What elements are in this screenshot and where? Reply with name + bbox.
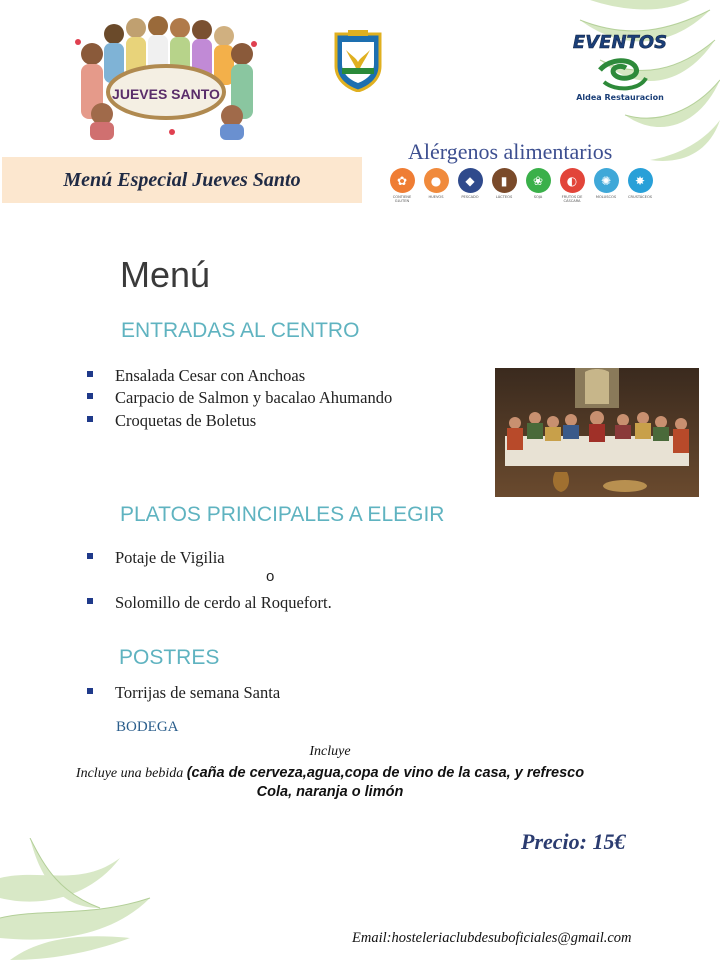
principales-item: Potaje de Vigilia xyxy=(115,548,225,567)
bullet-icon xyxy=(87,416,93,422)
principales-item: Solomillo de cerdo al Roquefort. xyxy=(115,593,332,612)
shell-icon: ✺ xyxy=(594,168,619,193)
crest-emblem-icon xyxy=(332,28,384,92)
allergen-label: CRUSTÁCEOS xyxy=(627,195,653,199)
section-entradas-heading: ENTRADAS AL CENTRO xyxy=(121,319,360,342)
postres-item: Torrijas de semana Santa xyxy=(115,683,281,702)
incluye-refrescos: Cola, naranja o limón xyxy=(256,784,404,800)
allergen-item xyxy=(487,168,521,199)
allergen-item xyxy=(555,168,589,204)
entradas-item: Croquetas de Boletus xyxy=(115,411,257,430)
allergen-item xyxy=(589,168,623,199)
allergen-label: FRUTOS DE CÁSCARA xyxy=(561,195,583,204)
bodega-label: BODEGA xyxy=(116,719,179,735)
allergen-icons-row xyxy=(385,168,665,208)
fish-icon: ◆ xyxy=(458,168,483,193)
palm-leaves-decoration-bottom xyxy=(0,838,170,960)
jueves-santo-illustration xyxy=(72,14,260,140)
brand-name: EVENTOS xyxy=(572,32,668,53)
menu-banner xyxy=(2,157,362,203)
section-principales-heading: PLATOS PRINCIPALES A ELEGIR xyxy=(120,503,445,526)
allergen-item xyxy=(623,168,657,199)
bullet-icon xyxy=(87,598,93,604)
allergen-label: LÁCTEOS xyxy=(495,195,513,199)
egg-icon: ● xyxy=(424,168,449,193)
section-postres-heading: POSTRES xyxy=(119,646,220,669)
entradas-item: Carpacio de Salmon y bacalao Ahumando xyxy=(115,388,393,407)
jueves-santo-label: JUEVES SANTO xyxy=(112,86,220,102)
incluye-drinks: (caña de cerveza,agua,copa de vino de la casa, y refresco xyxy=(186,765,585,781)
incluye-heading: Incluye xyxy=(309,744,351,759)
allergen-label: PESCADO xyxy=(461,195,479,199)
brand-subtitle: Aldea Restauracion xyxy=(576,93,664,102)
allergen-label: HUEVOS xyxy=(428,195,444,199)
eventos-logo xyxy=(540,30,700,110)
allergen-item xyxy=(521,168,555,199)
allergen-item xyxy=(453,168,487,199)
eventos-emblem-icon xyxy=(540,30,700,110)
allergen-item xyxy=(385,168,419,204)
incluye-prefix: Incluye una bebida xyxy=(75,766,187,781)
allergen-label: CONTIENE GLUTEN xyxy=(392,195,412,204)
nut-icon: ◐ xyxy=(560,168,585,193)
bullet-icon xyxy=(87,371,93,377)
incluye-line xyxy=(0,764,660,782)
allergen-label: SOJA xyxy=(533,195,543,199)
wheat-icon: ✿ xyxy=(390,168,415,193)
allergen-item xyxy=(419,168,453,199)
principales-separator: o xyxy=(266,568,275,585)
bullet-icon xyxy=(87,393,93,399)
crab-icon: ✸ xyxy=(628,168,653,193)
menu-banner-title: Menú Especial Jueves Santo xyxy=(63,168,301,191)
price-label: Precio: 15€ xyxy=(521,829,626,854)
soy-icon: ❀ xyxy=(526,168,551,193)
bullet-icon xyxy=(87,553,93,559)
milk-icon: ▮ xyxy=(492,168,517,193)
allergen-label: MOLUSCOS xyxy=(595,195,617,199)
bullet-icon xyxy=(87,688,93,694)
entradas-item: Ensalada Cesar con Anchoas xyxy=(115,366,306,385)
allergens-title: Alérgenos alimentarios xyxy=(408,139,613,164)
email-contact: Email:hosteleriaclubdesuboficiales@gmail.com xyxy=(352,930,632,946)
last-supper-painting xyxy=(495,368,699,497)
menu-title: Menú xyxy=(120,254,211,295)
